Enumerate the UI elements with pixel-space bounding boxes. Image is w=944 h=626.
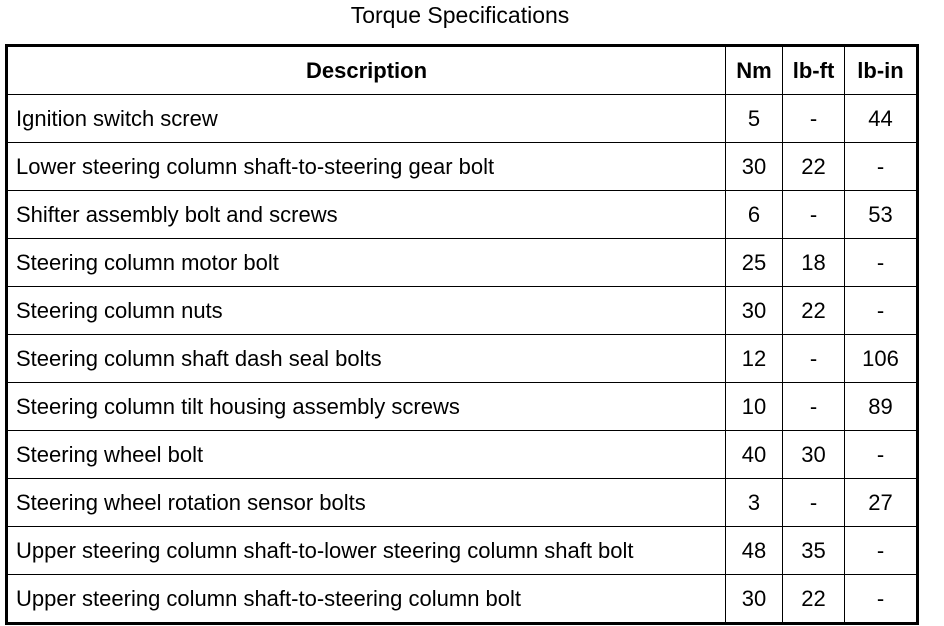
cell-description: Steering column nuts [7,287,726,335]
cell-description: Steering column motor bolt [7,239,726,287]
cell-description: Steering wheel rotation sensor bolts [7,479,726,527]
cell-nm: 30 [726,143,783,191]
cell-lb-ft: - [783,383,845,431]
cell-nm: 5 [726,95,783,143]
table-row [7,239,918,287]
cell-lb-in: - [845,239,918,287]
cell-lb-ft: - [783,95,845,143]
cell-lb-in: - [845,143,918,191]
page-title: Torque Specifications [350,2,570,28]
cell-nm: 25 [726,239,783,287]
cell-lb-in: - [845,575,918,624]
header-description: Description [7,46,726,95]
cell-nm: 30 [726,575,783,624]
header-row [7,46,918,95]
cell-nm: 48 [726,527,783,575]
cell-lb-ft: - [783,335,845,383]
cell-description: Upper steering column shaft-to-lower steering column shaft bolt [7,527,726,575]
cell-lb-ft: 22 [783,287,845,335]
table-row [7,479,918,527]
header-lb-in: lb-in [845,46,918,95]
torque-spec-table [5,44,919,625]
cell-nm: 12 [726,335,783,383]
cell-description: Steering column tilt housing assembly screws [7,383,726,431]
cell-lb-ft: - [783,191,845,239]
table-row [7,287,918,335]
cell-lb-ft: 18 [783,239,845,287]
table-row [7,143,918,191]
header-lb-ft: lb-ft [783,46,845,95]
table-row [7,191,918,239]
table-header [7,46,918,95]
cell-lb-in: 89 [845,383,918,431]
cell-lb-in: - [845,527,918,575]
cell-description: Upper steering column shaft-to-steering column bolt [7,575,726,624]
table-row [7,335,918,383]
cell-description: Ignition switch screw [7,95,726,143]
table-row [7,95,918,143]
cell-description: Steering wheel bolt [7,431,726,479]
cell-lb-in: - [845,287,918,335]
cell-description: Steering column shaft dash seal bolts [7,335,726,383]
cell-nm: 6 [726,191,783,239]
cell-description: Lower steering column shaft-to-steering gear bolt [7,143,726,191]
table-body [7,95,918,624]
cell-lb-in: 106 [845,335,918,383]
header-nm: Nm [726,46,783,95]
cell-nm: 30 [726,287,783,335]
cell-lb-ft: 22 [783,143,845,191]
table-row [7,431,918,479]
cell-lb-in: - [845,431,918,479]
cell-lb-ft: - [783,479,845,527]
table-row [7,575,918,624]
cell-nm: 40 [726,431,783,479]
cell-nm: 3 [726,479,783,527]
cell-lb-in: 44 [845,95,918,143]
cell-description: Shifter assembly bolt and screws [7,191,726,239]
table-row [7,383,918,431]
cell-lb-ft: 35 [783,527,845,575]
table-row [7,527,918,575]
cell-lb-ft: 30 [783,431,845,479]
cell-lb-ft: 22 [783,575,845,624]
cell-lb-in: 27 [845,479,918,527]
cell-nm: 10 [726,383,783,431]
cell-lb-in: 53 [845,191,918,239]
